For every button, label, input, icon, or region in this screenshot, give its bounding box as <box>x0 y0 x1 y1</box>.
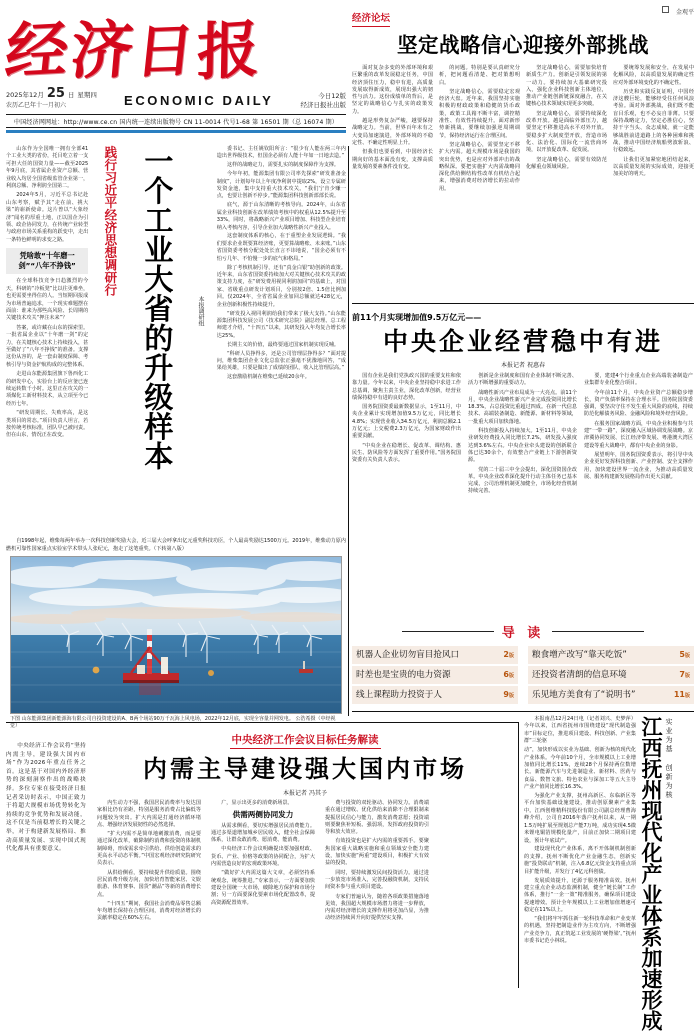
feature-col-b-p4: 底气，源于山东清晰的考核导向。2024年，山东省属企业科技创新在改革绩效考核中的权重从12.5%提升至33%，同时，将战略新兴产业项目增加、科技型企业培育纳入考核内容，引导企业加大战略性新兴产业投入。 <box>216 202 347 231</box>
domestic-c2-p2: 从需求侧看，要切实增强居民消费能力。通过多渠道增加城乡居民收入，健全社会保障体系，让群众敢消费、愿消费、能消费。 <box>211 822 315 844</box>
date-day: 25 <box>46 86 65 101</box>
soe-article <box>352 312 694 496</box>
domestic-lead <box>6 742 92 854</box>
domestic-c2-p1: 广，显示出更多的消费新场景。 <box>221 800 293 806</box>
list-item[interactable] <box>352 666 518 684</box>
soe-col-2 <box>468 373 577 496</box>
feature-col-b-p2: 这样的战略定力，需要扎实的制度保障作为支撑。 <box>226 162 340 169</box>
forum-col-4 <box>613 65 694 193</box>
weekday: 星期四 <box>77 91 97 99</box>
feature-col-a2-p2: 答案，或许藏在山东的探索里。一批省属企业以“十年磨一剑”的定力，在关键核心技术上持续投入，甚至做好了“八年不挣钱”的准备。支撑这份从容的，是一套由制度保障、考核引导与资金护航构成的完整体系。 <box>6 324 89 368</box>
masthead-right-block <box>301 92 347 110</box>
soe-byline: 本报记者 祝惠春 <box>501 362 545 369</box>
feature-col-b-p8: 长期主义的价值，最终要通过国家机制实现反哺。 <box>226 341 340 348</box>
contents-item-page: 6版 <box>503 669 514 679</box>
jiangxi-p4: 发展质效提升，还源于服务精准高效。抚州建立重点企业动态监测机制，健全“链长制”工作体系，推行“一企一策”精准服务，确保项目建设提速增效。预计全年规模以上工业增加值增速可稳定在11%以上。 <box>524 877 636 914</box>
rule-left <box>402 631 494 632</box>
contents-item-page: 2版 <box>503 649 514 659</box>
forum-c3-p2: 坚定战略信心，需要持续深化改革开放。越是面临外部压力，越要坚定不移推进高水平对外开放。要稳步扩大制度型开放，营造市场化、法治化、国际化一流营商环境，以开放促改革、促发展。 <box>526 110 607 154</box>
domestic-c3-p4: 专家们普遍认为，随着各项政策措施落地见效，我国超大规模市场潜力将进一步释放，内需对经济增长的支撑作用将更加凸显，为推动经济持续回升向好提供坚实支撑。 <box>325 893 429 922</box>
bottom-column-divider <box>518 722 519 988</box>
jiangxi-p5: “我们将牢牢抓住新一轮科技革命和产业变革的机遇，坚持把制造业作为主攻方向，不断增强产业竞争力，真正筑起工业发展的‘硬脊梁’。”抚州市委书记范小林说。 <box>524 916 636 945</box>
domestic-c2-p3: 中央经济工作会议明确提出要加强财政、货币、产业、价格等政策的协同配合，为扩大内需营造良好的宏观政策环境。 <box>211 846 315 868</box>
soe-c3-p3: 在服务国家战略方面，中央企业积极参与共建“一带一路”，深度融入区域协调发展战略。京津冀协同发展、长江经济带发展、粤港澳大湾区建设等重大战略中，都有中央企业的身影。 <box>584 420 693 449</box>
photo-graphic <box>11 557 342 714</box>
masthead-blue-rule <box>6 130 346 133</box>
soe-c3-p1: 要，建建4个行业重点企业高端装备制造产业集群专业化整合项目。 <box>584 373 693 387</box>
date-suffix: 日 <box>67 91 75 99</box>
feature-red-vertical-wrap <box>93 146 126 551</box>
forum-c1-p1: 面对复杂多变的外部环境和艰巨繁重的改革发展稳定任务，中国经济顶住压力，稳中有进，高质量发展取得新成效，展现出强大的韧性与活力。这份成绩单的背后，是坚定的战略信心与扎实的政策发力。 <box>352 65 433 115</box>
soe-headline: 中央企业经营稳中有进 <box>382 327 663 356</box>
feature-main-headline: 一个工业大省的升级样本 <box>140 146 175 471</box>
feature-byline: 本报调研组 <box>197 296 205 326</box>
english-title: ECONOMIC DAILY <box>124 93 274 108</box>
feature-col-b-p5: 这套制度体系的核心，在于重塑企业发展逻辑。“我们要求企业既要算经济账，更要算战略账、未来账。”山东省国资委考核分配处处长直言不讳地说，“国企必须有不怕亏几年、不怕慢一步的底气和格局。” <box>216 233 347 262</box>
forum-c2-p2: 坚定战略信心，需要稳定宏观经济大盘。近年来，我国坚持实施积极的财政政策和稳健的货币政策，政策工具箱不断丰富，调控精准性、有效性持续提升。面对新形势新挑战，要继续加强逆周期调节，保持经济运行在合理区间。 <box>439 88 520 139</box>
forum-c1-p2: 越是形势复杂严峻，越要保持战略定力。当前，世界百年未有之大变局加速演进，外部环境的不稳定性、不确定性明显上升。 <box>352 118 433 146</box>
contents-item-page: 7版 <box>679 669 690 679</box>
contents-item-text: 机器人企业切勿盲目抢风口 <box>356 649 460 660</box>
jiangxi-p1: 动”，加快形成以实业为基础、创新为核的现代化产业体系。今年前10个月，全市规模以上工业增加值同比增长11%，连续28个月保持两位数增长。新能源汽车与先进制造业、新材料、医药与食品、数智文旅、特色农业与深加工等五大主导产业产值同比增长16.3%。 <box>524 747 636 791</box>
domestic-c3-p2: 有效投资也是扩大内需的重要抓手。要聚焦国家重大战略实施和重点领域安全能力建设，加快实施“两重”建设项目，积极扩大有效益的投资。 <box>325 838 429 867</box>
list-item[interactable] <box>528 686 694 704</box>
forum-c3-p1: 坚定战略信心，需要加快培育新质生产力。创新是引领发展的第一动力。要持续加大基础研究投入，强化企业科技创新主体地位，推动产业链创新链深度融合，在关键核心技术领域实现更多突破。 <box>526 65 607 108</box>
domestic-demand-article <box>6 728 518 923</box>
logo-char-4: 报 <box>196 11 261 90</box>
forum-c4-p2: 历史和实践反复证明，中国经济这艘巨轮，能够经受住任何风浪考验。面对外部挑战，我们既不能盲目乐观，也不必妄自菲薄。只要保持战略定力，坚定必胜信心，坚持干字当头、众志成城，就一定能够战胜前进道路上的各种困难和挑战，推动中国经济航船劈波斩浪、行稳致远。 <box>613 88 694 154</box>
contents-item-text: 线上课程助力投资于人 <box>356 689 442 700</box>
domestic-c3-p1: 费与投资的双轮驱动、协同发力。消费端重在通过增收、优化供给来消除不合理限制来提振居民信心与能力，激发消费意愿；投资端则要聚焦补短板、强弱项，发挥政府投资的引导和放大效应。 <box>325 800 429 836</box>
domestic-byline: 本报记者 冯其予 <box>283 790 327 797</box>
soe-c3-p4: 展望明年，国务院国资委表示，将引导中央企业更好发挥科技创新、产业控制、安全支撑作用，加快建设世界一流企业，为推动高质量发展、服务构建新发展格局作出更大贡献。 <box>584 451 693 480</box>
masthead-date-block <box>6 87 97 110</box>
domestic-c1-p2: “扩大内需不是简单地刺激消费，而是要通过深化改革，破除制约消费和投资的体制机制障碍，形成需求牵引供给、供给创造需求的更高水平动态平衡。”中国宏观经济研究院研究员表示。 <box>97 831 201 867</box>
contents-guide <box>352 622 694 712</box>
domestic-c3-p3: 同时，要持续激发民间投资活力。通过进一步放宽市场准入，完善投融资机制，支持民间资本参与重大项目建设。 <box>325 869 429 891</box>
contents-item-text: 还投资者清朗的信息环境 <box>532 669 627 680</box>
feature-col-b-p10: 这套激励机制在维柴已延续20余年。 <box>226 374 310 381</box>
domestic-c1-p4: “十四五”期间，我国社会消费品零售总额年均增长保持在合理区间，消费对经济增长的贡献率稳定在60%左右。 <box>97 900 201 922</box>
soe-col-1 <box>352 373 461 496</box>
newspaper-logo <box>1 4 336 90</box>
forum-soe-divider <box>352 303 694 304</box>
soe-c2-p4: 党的二十届三中全会提出，深化国资国企改革。中央企业改革深化提升行动主体任务已基本完成，公司治理机制更加健全，市场化经营机制持续完善。 <box>468 466 577 495</box>
list-item[interactable] <box>352 646 518 664</box>
soe-c1-p1: 国有企业是我们党执政兴国的重要支柱和依靠力量。今年以来，中央企业坚持稳中求进工作总基调，聚焦主责主业，深化改革创新，经营业绩保持稳中有进的良好态势。 <box>352 373 461 401</box>
contents-guide-list <box>352 646 694 704</box>
feature-col-b-p9: “科研人员挣得多，还是公司管理层挣得多？”面对提问，维柴集团企业文化总监张正强毫不犹豫地回答，“成果给英雄，只要是做出了成绩的团队，收入比管理层高。” <box>216 350 347 372</box>
feature-col-b-p3: 今年年初，能源集团有限公司率先探索“研发准备金制度”，计划每年以上年度净利润中提取2%，设立专属研发资金池，集中支持重大技术攻关。“我们宁肯少赚一点，也要让创新不停步。”能源集团科技创新部部长说。 <box>216 171 347 200</box>
jiangxi-p3: 建设现代化产业体系，离不开体制机制创新的支撑。抚州不断优化产业金融生态，创新实施“投贷联动”机制，注入6.8亿元资金支持重点项目扩能升级，并发行了4亿元科创债。 <box>524 846 636 875</box>
domestic-c1-p1: 内生动力不强，我国居民消费率与发达国家相比仍有差距，特别是服务消费占比偏低等问题较为突出。扩大内需是打通经济循环堵点、增强经济发展韧性的必然选择。 <box>97 800 201 828</box>
feature-byline-wrap <box>187 146 212 551</box>
feature-col-b-p7: “研发投入视同利润给我们带来了极大支持。”山东能源集团科技发展公司（技术研究总院）副总经理、总工程师建才介绍，“十四五”以来，其研发投入年均复合增长率达25%。 <box>216 310 347 339</box>
feature-big-vertical-wrap <box>127 146 188 551</box>
feature-col-a2-p1: 在全球科技竞争日趋激烈的今天，科研的“冷板凳”比以往更难坐，也更需要坐得住的人。当短期回报成为市场普遍追求，一个现实难题摆在面前：谁来为那些高风险、长周期的关键技术攻关“押注未来”？ <box>6 278 89 322</box>
masthead <box>1 4 346 140</box>
soe-c1-p2: 国务院国资委最新数据显示，1至11月，中央企业累计实现增加值9.5万亿元，同比增长4.8%；实现营业收入34.5万亿元，利润总额2.1万亿元；上交税费2.3万亿元，为国家财政作出重要贡献。 <box>352 404 461 440</box>
jiangxi-p2: 为强化产业支撑，抚州高新区、东临新区等平台加快基础设施建设，推动创原聚素产业集中。江西创维精科技股份有限公司副总经理曹海峰介绍，公司自2016年落户抚州以来，从一期1.5万吨扩展至规划总产能7万吨，成功实现4.5微米锂电铜箔规模化量产，目前正加快二期项目建设，预计年底试产。 <box>524 793 636 844</box>
feature-column-1 <box>6 146 93 551</box>
domestic-col-1 <box>92 800 206 923</box>
forum-author-name: 金观平 <box>675 9 694 16</box>
feature-col-a2-p3: 走进山东能源集团旗下鲁西化工的研发中心，实验台上的反应釜已连续运转数千小时。这里正在攻关的一项煤化工新材料技术，从立项至今已经历七年。 <box>6 371 89 407</box>
domestic-top-rule <box>6 722 518 723</box>
domestic-sub-head: 供需两侧协同发力 <box>232 810 294 820</box>
forum-c1-p3: 但我们也要看到，中国经济长期向好的基本面没有变，支撑高质量发展的要素条件没有变。 <box>352 149 433 170</box>
feature-col-a-p2: 2024年5月，习近平总书记赴山东考察，赋予其“走在前、挑大梁”的崭新使命。这片曾以“大象经济”闻名的厚重土地，正以国企为引领、政企协同发力，在传统产业转型与政府市场关系重构的跃变中，走出一条特色鲜明的求变之路。 <box>6 192 89 243</box>
offshore-windfarm-photo <box>10 556 342 714</box>
contents-guide-header <box>352 622 694 641</box>
soe-c2-p3: 科技创新投入持续加大。1至11月，中央企业研发经费投入同比增长7.2%，研发投入强度达到3.6%左右。中央企业牵头建设的创新联合体已达30余个，有效整合产业链上下游创新资源。 <box>468 428 577 464</box>
domestic-col-3 <box>320 800 434 923</box>
soe-c3-p2: 今年前11个月，中央企业资产总额稳步增长，资产负债率保持在合理水平。国务院国资委强调，要坚决守住不发生重大风险的底线，持续防范化解债务风险、金融风险和境外经营风险。 <box>584 389 693 418</box>
bullet-square-icon <box>662 6 669 13</box>
masthead-info-row <box>6 87 346 110</box>
jiangxi-headline: 江西抚州现代化产业体系加速形成 <box>639 716 664 1031</box>
contents-item-text: 粮食增产改写“靠天吃饭” <box>532 649 627 660</box>
jiangxi-columns <box>524 716 696 1031</box>
list-item[interactable] <box>528 646 694 664</box>
soe-c2-p2: 战略性新兴产业布局成为一大亮点。前11个月，中央企业战略性新兴产业完成投资同比增长18.3%，占总投资比重超过四成。在新一代信息技术、高端装备制造、新能源、新材料等领域，一批重大项目加快落地。 <box>468 389 577 425</box>
jiangxi-body <box>524 716 640 988</box>
jiangxi-subtitle: 实业为基 创新为核 <box>665 718 673 800</box>
date-prefix: 2025年12月 <box>6 91 44 99</box>
contents-item-page: 11版 <box>673 689 690 699</box>
soe-col-3 <box>584 373 693 496</box>
forum-article <box>352 6 694 193</box>
contents-item-page: 9版 <box>503 689 514 699</box>
forum-c4-p1: 要统筹发展和安全，在发展中化解风险，以高质量发展的确定性应对外部环境变化的不确定性。 <box>613 65 694 86</box>
forum-col-1 <box>352 65 433 193</box>
rule-right <box>552 631 644 632</box>
feature-col-b-p1: 委书记、主任姚钦阳所言：“很少有人能在两三年内造出世界级技术，但国企必须有人能十年如一日地去造。” <box>216 146 347 160</box>
feature-red-vertical-title: 践行习近平经济思想调研行 <box>102 146 118 296</box>
forum-c2-p1: 的问题。特别是要认真研究分析，把问题看清楚、把对策想明白。 <box>439 65 520 86</box>
feature-col-a-p1: 山东作为全国唯一拥有全部41个工业大类的省份，托目吃立着一支可担大任的国资力量——截至2025年9月底，其省属企业资产总额、营业收入均居全国省级监管企业第一，利润总额、净利润全国第二。 <box>6 146 89 190</box>
feature-col-b-p6: 除了考核机制引导，还有“真金白银”助创新的政策。近年来，山东省国资委持续加大对关键核心技术攻关的政策支持力度，在“研发费用视同利润加回”的基础上，对国家、省级重点研发计划项目，分别按2倍、1.5倍比例加回。仅2024年，全省省属企业加回总额就达428亿元，企业创新积极性持续提升。 <box>216 264 347 308</box>
soe-c1-p3: “中央企业在稳增长、促改革、调结构、惠民生、防风险等方面发挥了重要作用。”国务院国资委有关负责人表示。 <box>352 442 461 464</box>
feature-subhead: 凭啥敢“十年磨一剑”“八年不挣钱” <box>6 248 88 274</box>
logo-char-3: 日 <box>132 15 199 87</box>
soe-c2-p1: 创新是企业制度和国有企业体制不断完善、活力不断增强的重要动力。 <box>468 373 577 387</box>
photo-caption: 下图 山东能源集团新能源海有限公司自投资建设的A、B两个场站90万千瓦海上风电场，2022年12月底，实现全容量并网发电。 公浩希摄（中经视觉） <box>10 716 336 729</box>
domestic-c1-p3: 从供给侧看，要持续提升供给质量。围绕居民消费升级方向，加快培育智能家居、文娱旅游、体育赛事、国货“潮品”等新的消费增长点。 <box>97 869 201 898</box>
forum-header-row <box>352 6 694 27</box>
forum-col-2 <box>439 65 520 193</box>
feature-continuation: 自1998年起，维柴每两年举办一次科技创新奖励大会，近三届大会呼拿出亿元重奖科技功臣，个人最高奖励达1500万元。2019年，维柴动力原内燃机可靠性国家重点实验室学术带头人张纪元，抱走了这笔重奖。（下转第八版） <box>6 538 346 552</box>
forum-col-3 <box>526 65 607 193</box>
domestic-c2-p4: “做好扩大内需这篇大文章，必须坚持系统观念，统筹推进。”专家表示，一方面要加快建设全国统一大市场，破除地方保护和市场分割；另一方面要深化要素市场化配置改革，提高资源配置效率。 <box>211 870 315 906</box>
jiangxi-dateline: 本报南昌12月24日电（记者刘兴、史梦萍）今年以来，江西省抚州市围绕建设“现代制造强市”目标定位，推进项目建设、科技创新、产业集群“三轮驱 <box>524 716 636 745</box>
contents-item-text: 乐见地方美食有了“说明书” <box>532 689 636 700</box>
forum-c2-p3: 坚定战略信心，需要坚定不移扩大内需。超大规模市场是我国的突出优势，也是应对外部冲击的战略纵深。要把实施扩大内需战略同深化供给侧结构性改革有机结合起来，增强消费对经济增长的拉动作用。 <box>439 141 520 192</box>
masthead-info-bar: 中国经济网网址：http://www.ce.cn 国内统一连续出版物号 CN 11-0014 代号1-68 第 16501 期（总 16074 期） <box>6 114 346 128</box>
forum-author <box>662 6 694 19</box>
logo-char-1: 经 <box>1 12 74 89</box>
contents-guide-title: 导 读 <box>501 626 545 641</box>
domestic-lead-p1: 中央经济工作会议将“坚持内需主导，建设强大国内市场”作为2026年重点任务之首。这是基于对国内外经济形势的深刻洞察作出的战略抉择。多位专家在接受经济日报记者采访时表示，中国正致力于将超大规模市场优势转化为持续的竞争优势和发展动能，这不仅是当前稳增长的关键之举，对于构建新发展格局、推动高质量发展、实现中国式现代化都具有重要意义。 <box>6 743 86 853</box>
domestic-kicker-wrap <box>92 728 518 749</box>
forum-headline: 坚定战略信心迎接外部挑战 <box>397 33 649 57</box>
domestic-col-2 <box>206 800 320 923</box>
domestic-headline: 内需主导建设强大国内市场 <box>143 755 467 783</box>
lunar-date: 农历乙巳年十一月初六 <box>6 102 67 109</box>
forum-columns <box>352 65 694 193</box>
contents-item-text: 时差也是宝贵的电力资源 <box>356 669 451 680</box>
jiangxi-title-wrap <box>639 716 674 1031</box>
today-pages: 今日12版 <box>318 92 346 100</box>
jiangxi-article <box>524 716 696 1031</box>
contents-guide-bottom-rule <box>352 711 694 712</box>
domestic-kicker: 中央经济工作会议目标任务解读 <box>230 734 381 749</box>
list-item[interactable] <box>528 666 694 684</box>
forum-c3-p3: 坚定战略信心，需要有效防范化解重点领域风险。 <box>526 156 607 170</box>
soe-columns <box>352 373 694 496</box>
forum-kicker: 经济论坛 <box>352 13 390 27</box>
column-divider-vertical <box>348 146 349 716</box>
feature-column-2 <box>213 146 346 551</box>
contents-item-page: 5版 <box>679 649 690 659</box>
soe-eyebrow: 前11个月实现增加值9.5万亿元—— <box>352 313 482 322</box>
forum-c4-p3: 让我们更加紧密地团结起来，以高质量发展的实际成效，迎接更加美好的明天。 <box>613 156 694 178</box>
publisher: 经济日报社出版 <box>300 101 346 109</box>
logo-char-2: 济 <box>67 13 138 88</box>
feature-col-a2-p4: “研发周期长、失败率高，是这类项目的常态。”项目负责人坦言，若按传统考核标准，团队早已被问责。但在山东，情况正在改变。 <box>6 410 89 439</box>
feature-article <box>6 146 346 551</box>
list-item[interactable] <box>352 686 518 704</box>
